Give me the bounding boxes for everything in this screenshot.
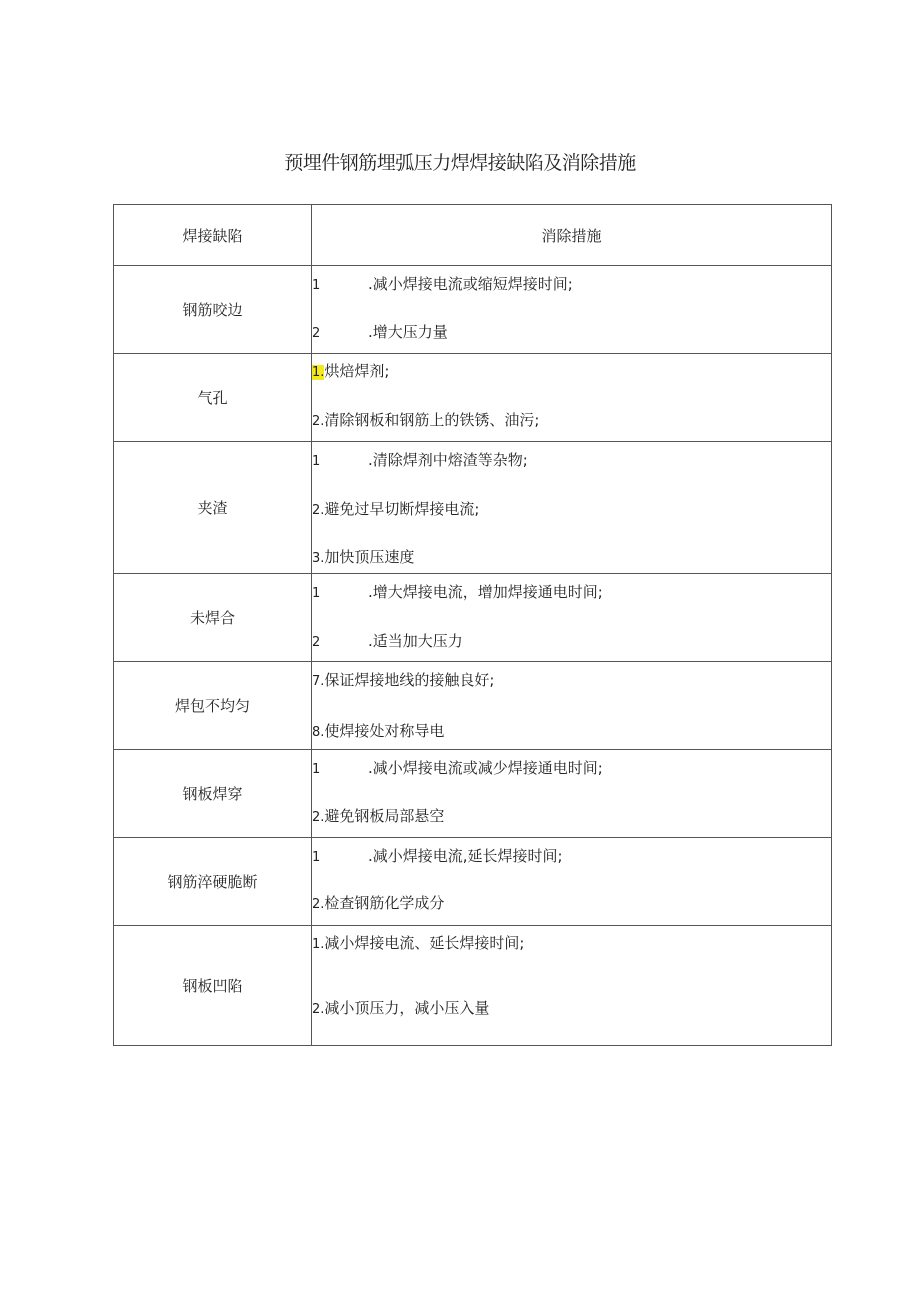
page-title: 预埋件钢筋埋弧压力焊焊接缺陷及消除措施	[284, 152, 636, 174]
measure-text: 避免过早切断焊接电流;	[324, 500, 480, 518]
measure-line	[312, 805, 444, 826]
measure-text: 减小顶压力，减小压入量	[324, 999, 490, 1017]
measure-text: 烘焙焊剂;	[324, 362, 390, 380]
table-row	[114, 662, 832, 750]
measure-line	[312, 630, 463, 651]
measure-line	[312, 932, 524, 953]
measure-text: 使焊接处对称导电	[324, 722, 445, 740]
table-header-row	[114, 205, 832, 266]
measure-line	[312, 581, 603, 602]
measure-number: 2	[312, 326, 321, 341]
measure-line	[312, 892, 444, 913]
header-measures: 消除措施	[312, 205, 832, 266]
measure-number: 1.	[312, 937, 325, 952]
measure-text: .减小焊接电流,延长焊接时间;	[368, 847, 563, 865]
measure-number: 2.	[312, 503, 325, 518]
measure-number: 2	[312, 635, 321, 650]
measure-text: 保证焊接地线的接触良好;	[324, 671, 495, 689]
measure-number: 1	[312, 762, 321, 777]
measures-cell	[312, 750, 832, 838]
defect-name: 夹渣	[114, 442, 312, 574]
defect-name: 焊包不均匀	[114, 662, 312, 750]
measure-number: 1	[312, 278, 321, 293]
measure-line	[312, 757, 603, 778]
table-row	[114, 442, 832, 574]
measure-number: 8.	[312, 725, 325, 740]
measure-number: 1	[312, 850, 321, 865]
defect-name: 钢筋咬边	[114, 266, 312, 354]
measure-number: 7.	[312, 674, 325, 689]
measures-cell	[312, 662, 832, 750]
measure-number: 1	[312, 454, 321, 469]
table-row	[114, 838, 832, 926]
measures-cell	[312, 574, 832, 662]
measure-text: 加快顶压速度	[324, 548, 415, 566]
measures-cell	[312, 838, 832, 926]
defects-table	[113, 204, 832, 1046]
measure-text: 避免钢板局部悬空	[324, 807, 445, 825]
measure-line	[312, 669, 494, 690]
measure-number: 3.	[312, 551, 325, 566]
measure-text: 检查钢筋化学成分	[324, 894, 445, 912]
measure-number: 2.	[312, 414, 325, 429]
measure-number: 2.	[312, 897, 325, 912]
measure-text: 清除钢板和钢筋上的铁锈、油污;	[324, 411, 540, 429]
measure-text: .适当加大压力	[368, 632, 463, 650]
measure-number: 1	[312, 586, 321, 601]
measure-line	[312, 449, 528, 470]
measure-text: .增大压力量	[368, 323, 448, 341]
table-row	[114, 574, 832, 662]
measure-line	[312, 546, 414, 567]
table-row	[114, 266, 832, 354]
defect-name: 钢板凹陷	[114, 926, 312, 1046]
measure-number-highlighted: 1.	[312, 365, 325, 380]
measure-line	[312, 409, 539, 430]
measures-cell	[312, 354, 832, 442]
measure-line	[312, 498, 479, 519]
defect-name: 未焊合	[114, 574, 312, 662]
measure-text: .减小焊接电流或减少焊接通电时间;	[368, 759, 603, 777]
measure-line	[312, 273, 573, 294]
header-defect: 焊接缺陷	[114, 205, 312, 266]
table-row	[114, 750, 832, 838]
measure-number: 2.	[312, 810, 325, 825]
measure-line	[312, 360, 389, 381]
measure-text: 减小焊接电流、延长焊接时间;	[324, 934, 525, 952]
table-row	[114, 926, 832, 1046]
measures-cell	[312, 926, 832, 1046]
measure-text: .增大焊接电流，增加焊接通电时间;	[368, 583, 603, 601]
measure-text: .清除焊剂中熔渣等杂物;	[368, 451, 528, 469]
measure-number: 2.	[312, 1002, 325, 1017]
defect-name: 钢筋淬硬脆断	[114, 838, 312, 926]
measures-cell	[312, 442, 832, 574]
measure-line	[312, 720, 444, 741]
defect-name: 气孔	[114, 354, 312, 442]
measure-line	[312, 997, 489, 1018]
measure-line	[312, 321, 448, 342]
measures-cell	[312, 266, 832, 354]
measure-line	[312, 845, 563, 866]
defect-name: 钢板焊穿	[114, 750, 312, 838]
measure-text: .减小焊接电流或缩短焊接时间;	[368, 275, 573, 293]
table-row	[114, 354, 832, 442]
